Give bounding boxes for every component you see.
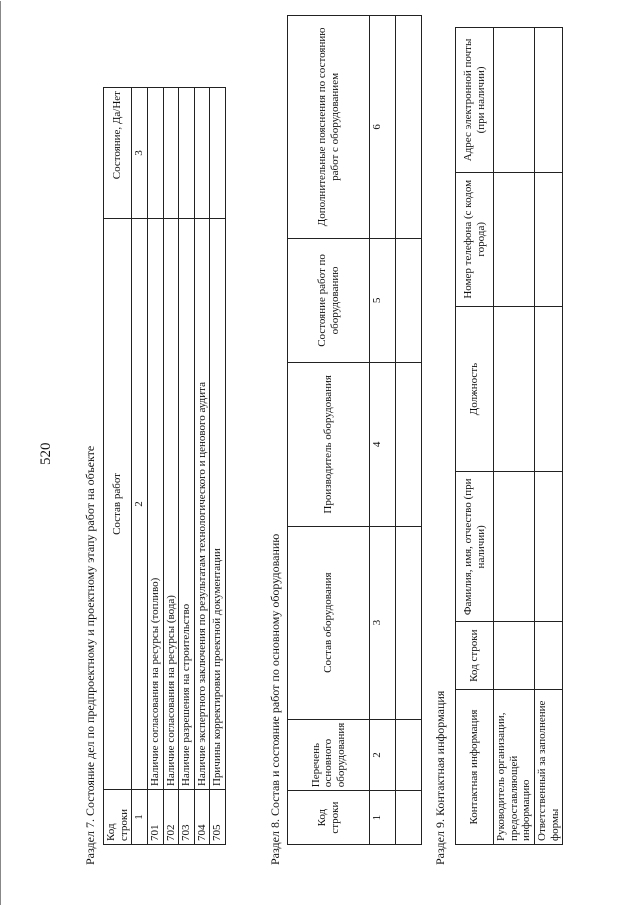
row-value-cell[interactable] [194,88,210,219]
col-number: 3 [370,526,396,719]
header-code: Код строки [288,791,370,845]
section9-table [455,27,563,845]
header-full-name: Фамилия, имя, отчество (при наличии) [456,472,494,622]
col-number: 1 [370,791,396,845]
row-code: 705 [210,790,226,845]
table-row [179,88,195,845]
row-code: 702 [163,790,179,845]
header-manufacturer: Производитель оборудования [288,363,370,527]
header-work-state: Состояние работ по оборудованию [288,238,370,362]
empty-cell[interactable] [396,16,422,239]
header-contact-info: Контактная информация [456,690,494,845]
header-works: Состав работ [104,218,132,789]
empty-cell[interactable] [494,472,535,622]
row-value-cell[interactable] [179,88,195,219]
col-number: 6 [370,16,396,239]
column-number-row [370,16,396,845]
col-number: 1 [132,790,148,845]
table-row [494,28,535,845]
col-number: 3 [132,88,148,219]
scan-edge-line [0,1,1,905]
header-position: Должность [456,306,494,472]
header-additional-notes: Дополнительные пояснения по состоянию работ с оборудованием [288,16,370,239]
row-value-cell[interactable] [210,88,226,219]
empty-cell[interactable] [534,28,562,173]
table-row [534,28,562,845]
section8-table [287,15,422,845]
col-number: 2 [370,719,396,791]
row-label: Ответственный за заполнение формы [534,690,562,845]
section7-table [103,87,226,845]
column-number-row [132,88,148,845]
row-code: 703 [179,790,195,845]
empty-cell[interactable] [494,622,535,690]
header-phone: Номер телефона (с кодом города) [456,172,494,306]
row-label: Руководитель организации, предоставляющей информацию [494,690,535,845]
row-text: Наличие согласования на ресурсы (топливо) [147,218,163,789]
header-code: Код строки [104,790,132,845]
empty-cell[interactable] [534,172,562,306]
empty-cell[interactable] [396,363,422,527]
col-number: 2 [132,218,148,789]
row-text: Наличие экспертного заключения по результатам технологического и ценового аудита [194,218,210,789]
col-number: 4 [370,363,396,527]
empty-cell[interactable] [494,306,535,472]
table-row [396,16,422,845]
table-row [163,88,179,845]
row-value-cell[interactable] [163,88,179,219]
table-header-row [288,16,370,845]
row-code: 701 [147,790,163,845]
col-number: 5 [370,238,396,362]
empty-cell[interactable] [494,28,535,173]
empty-cell[interactable] [396,526,422,719]
header-code: Код строки [456,622,494,690]
empty-cell[interactable] [396,791,422,845]
section9-title: Раздел 9. Контактная информация [433,690,447,865]
row-code: 704 [194,790,210,845]
section8-title: Раздел 8. Состав и состояние работ по основному оборудованию [268,533,282,865]
page-number: 520 [38,442,54,465]
empty-cell[interactable] [534,306,562,472]
table-header-row [456,28,494,845]
table-row [147,88,163,845]
empty-cell[interactable] [396,719,422,791]
table-row [210,88,226,845]
empty-cell[interactable] [534,622,562,690]
empty-cell[interactable] [494,172,535,306]
header-email: Адрес электронной почты (при наличии) [456,28,494,173]
row-text: Наличие разрешения на строительство [179,218,195,789]
header-state: Состояние, Да/Нет [104,88,132,219]
empty-cell[interactable] [534,472,562,622]
table-row [194,88,210,845]
table-header-row [104,88,132,845]
section7-title: Раздел 7. Состояние дел по предпроектному и проектному этапу работ на объекте [83,445,97,865]
empty-cell[interactable] [396,238,422,362]
row-text: Наличие согласования на ресурсы (вода) [163,218,179,789]
header-equipment-composition: Состав оборудования [288,526,370,719]
row-value-cell[interactable] [147,88,163,219]
row-text: Причины корректировки проектной документации [210,218,226,789]
header-equipment-list: Перечень основного оборудования [288,719,370,791]
